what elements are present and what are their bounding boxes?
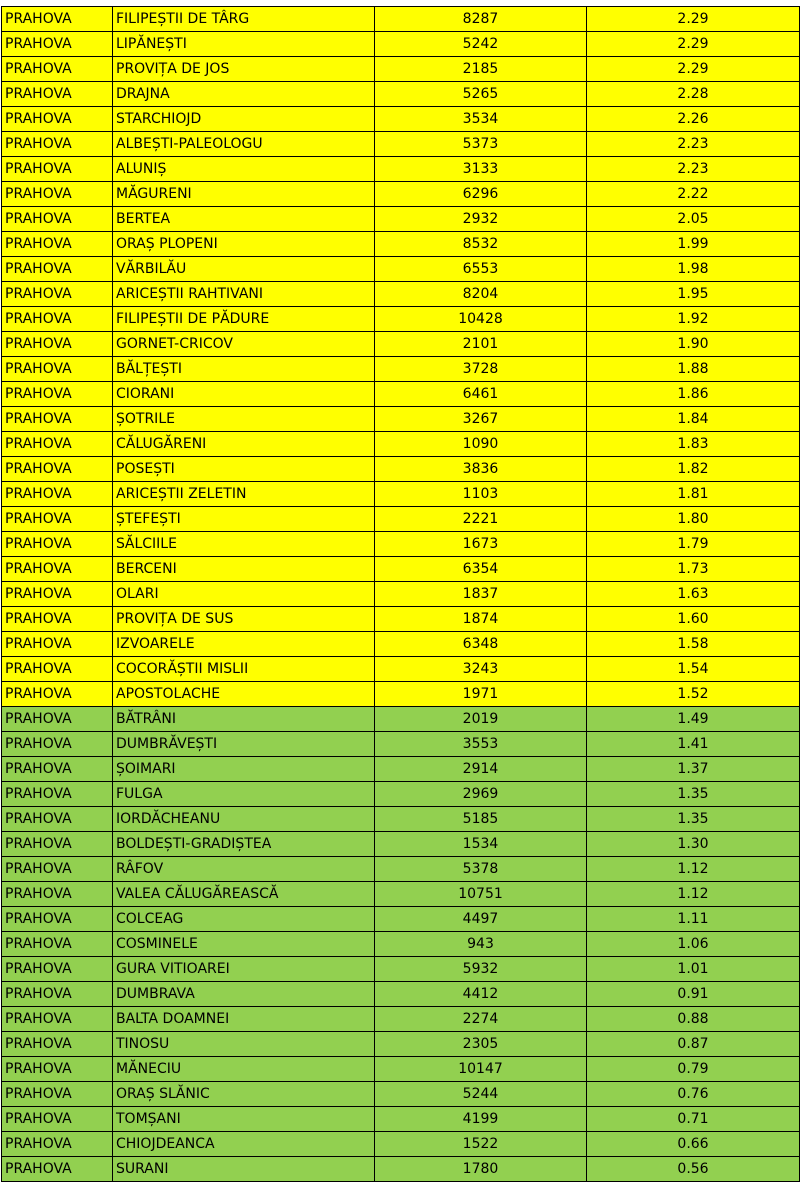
population-cell: 4199 [375, 1107, 587, 1132]
table-row [2, 282, 800, 307]
population-cell: 6348 [375, 632, 587, 657]
locality-cell: GURA VITIOAREI [113, 957, 375, 982]
county-cell: PRAHOVA [2, 857, 113, 882]
value-cell: 1.86 [587, 382, 800, 407]
county-cell: PRAHOVA [2, 1157, 113, 1182]
population-cell: 6553 [375, 257, 587, 282]
locality-cell: OLARI [113, 582, 375, 607]
population-cell: 5185 [375, 807, 587, 832]
value-cell: 0.66 [587, 1132, 800, 1157]
locality-cell: MĂGURENI [113, 182, 375, 207]
county-cell: PRAHOVA [2, 282, 113, 307]
county-cell: PRAHOVA [2, 832, 113, 857]
table-row [2, 982, 800, 1007]
value-cell: 0.91 [587, 982, 800, 1007]
locality-cell: STARCHIOJD [113, 107, 375, 132]
population-cell: 2185 [375, 57, 587, 82]
population-cell: 2019 [375, 707, 587, 732]
locality-cell: ȘOTRILE [113, 407, 375, 432]
locality-cell: GORNET-CRICOV [113, 332, 375, 357]
table-body [2, 7, 800, 1182]
table-row [2, 32, 800, 57]
table-row [2, 232, 800, 257]
table-row [2, 1032, 800, 1057]
locality-cell: FULGA [113, 782, 375, 807]
locality-cell: FILIPEȘTII DE TÂRG [113, 7, 375, 32]
population-cell: 3836 [375, 457, 587, 482]
county-cell: PRAHOVA [2, 882, 113, 907]
locality-cell: CĂLUGĂRENI [113, 432, 375, 457]
county-cell: PRAHOVA [2, 157, 113, 182]
county-cell: PRAHOVA [2, 1082, 113, 1107]
county-cell: PRAHOVA [2, 507, 113, 532]
value-cell: 1.35 [587, 807, 800, 832]
county-cell: PRAHOVA [2, 457, 113, 482]
population-cell: 6461 [375, 382, 587, 407]
table-row [2, 57, 800, 82]
population-cell: 10751 [375, 882, 587, 907]
population-cell: 5378 [375, 857, 587, 882]
value-cell: 1.73 [587, 557, 800, 582]
table-row [2, 657, 800, 682]
value-cell: 0.76 [587, 1082, 800, 1107]
population-cell: 1874 [375, 607, 587, 632]
value-cell: 1.83 [587, 432, 800, 457]
value-cell: 1.79 [587, 532, 800, 557]
value-cell: 0.56 [587, 1157, 800, 1182]
locality-cell: BERCENI [113, 557, 375, 582]
population-cell: 1673 [375, 532, 587, 557]
county-cell: PRAHOVA [2, 807, 113, 832]
value-cell: 1.84 [587, 407, 800, 432]
value-cell: 1.60 [587, 607, 800, 632]
population-cell: 5242 [375, 32, 587, 57]
population-cell: 3267 [375, 407, 587, 432]
value-cell: 1.80 [587, 507, 800, 532]
table-row [2, 1057, 800, 1082]
table-row [2, 332, 800, 357]
county-cell: PRAHOVA [2, 132, 113, 157]
value-cell: 0.88 [587, 1007, 800, 1032]
population-cell: 5373 [375, 132, 587, 157]
locality-cell: RÂFOV [113, 857, 375, 882]
locality-cell: SURANI [113, 1157, 375, 1182]
population-cell: 5932 [375, 957, 587, 982]
table-row [2, 607, 800, 632]
population-cell: 943 [375, 932, 587, 957]
population-cell: 3553 [375, 732, 587, 757]
table-row [2, 732, 800, 757]
county-cell: PRAHOVA [2, 407, 113, 432]
table-row [2, 1107, 800, 1132]
value-cell: 1.41 [587, 732, 800, 757]
table-row [2, 482, 800, 507]
table-row [2, 907, 800, 932]
locality-cell: BOLDEȘTI-GRADIȘTEA [113, 832, 375, 857]
value-cell: 1.11 [587, 907, 800, 932]
locality-cell: COLCEAG [113, 907, 375, 932]
table-row [2, 207, 800, 232]
locality-cell: DRAJNA [113, 82, 375, 107]
table-row [2, 782, 800, 807]
locality-cell: FILIPEȘTII DE PĂDURE [113, 307, 375, 332]
population-cell: 8532 [375, 232, 587, 257]
locality-cell: BĂLȚEȘTI [113, 357, 375, 382]
county-cell: PRAHOVA [2, 957, 113, 982]
value-cell: 2.28 [587, 82, 800, 107]
table-row [2, 957, 800, 982]
value-cell: 2.29 [587, 32, 800, 57]
locality-cell: BĂTRÂNI [113, 707, 375, 732]
table-row [2, 807, 800, 832]
county-cell: PRAHOVA [2, 382, 113, 407]
county-cell: PRAHOVA [2, 732, 113, 757]
locality-cell: LIPĂNEȘTI [113, 32, 375, 57]
value-cell: 1.95 [587, 282, 800, 307]
county-cell: PRAHOVA [2, 307, 113, 332]
table-row [2, 307, 800, 332]
county-cell: PRAHOVA [2, 682, 113, 707]
table-row [2, 132, 800, 157]
locality-cell: BALTA DOAMNEI [113, 1007, 375, 1032]
locality-cell: VĂRBILĂU [113, 257, 375, 282]
locality-cell: VALEA CĂLUGĂREASCĂ [113, 882, 375, 907]
table-row [2, 932, 800, 957]
population-cell: 3728 [375, 357, 587, 382]
population-cell: 10428 [375, 307, 587, 332]
population-cell: 8204 [375, 282, 587, 307]
table-row [2, 257, 800, 282]
locality-cell: CIORANI [113, 382, 375, 407]
locality-cell: ȘOIMARI [113, 757, 375, 782]
locality-cell: APOSTOLACHE [113, 682, 375, 707]
table-row [2, 582, 800, 607]
county-cell: PRAHOVA [2, 757, 113, 782]
value-cell: 1.81 [587, 482, 800, 507]
county-cell: PRAHOVA [2, 1132, 113, 1157]
county-cell: PRAHOVA [2, 432, 113, 457]
population-cell: 1971 [375, 682, 587, 707]
population-cell: 5244 [375, 1082, 587, 1107]
county-cell: PRAHOVA [2, 357, 113, 382]
value-cell: 0.79 [587, 1057, 800, 1082]
county-cell: PRAHOVA [2, 1107, 113, 1132]
county-cell: PRAHOVA [2, 57, 113, 82]
value-cell: 1.63 [587, 582, 800, 607]
locality-cell: PROVIȚA DE JOS [113, 57, 375, 82]
locality-cell: BERTEA [113, 207, 375, 232]
table-row [2, 682, 800, 707]
table-row [2, 7, 800, 32]
population-cell: 8287 [375, 7, 587, 32]
county-cell: PRAHOVA [2, 482, 113, 507]
locality-cell: TINOSU [113, 1032, 375, 1057]
locality-cell: COSMINELE [113, 932, 375, 957]
locality-cell: ALUNIȘ [113, 157, 375, 182]
county-cell: PRAHOVA [2, 182, 113, 207]
value-cell: 2.05 [587, 207, 800, 232]
value-cell: 2.29 [587, 57, 800, 82]
value-cell: 0.71 [587, 1107, 800, 1132]
table-row [2, 382, 800, 407]
county-cell: PRAHOVA [2, 1007, 113, 1032]
table-row [2, 182, 800, 207]
table-row [2, 832, 800, 857]
table-row [2, 532, 800, 557]
value-cell: 1.49 [587, 707, 800, 732]
table-row [2, 82, 800, 107]
locality-cell: IORDĂCHEANU [113, 807, 375, 832]
population-cell: 10147 [375, 1057, 587, 1082]
table-row [2, 1082, 800, 1107]
table-row [2, 407, 800, 432]
value-cell: 1.54 [587, 657, 800, 682]
population-cell: 1837 [375, 582, 587, 607]
population-cell: 6354 [375, 557, 587, 582]
locality-cell: PROVIȚA DE SUS [113, 607, 375, 632]
locality-cell: TOMȘANI [113, 1107, 375, 1132]
county-cell: PRAHOVA [2, 632, 113, 657]
county-cell: PRAHOVA [2, 582, 113, 607]
locality-cell: COCORĂȘTII MISLII [113, 657, 375, 682]
county-cell: PRAHOVA [2, 7, 113, 32]
county-cell: PRAHOVA [2, 1057, 113, 1082]
locality-cell: ARICEȘTII RAHTIVANI [113, 282, 375, 307]
population-cell: 6296 [375, 182, 587, 207]
population-cell: 3243 [375, 657, 587, 682]
locality-cell: DUMBRAVA [113, 982, 375, 1007]
county-cell: PRAHOVA [2, 1032, 113, 1057]
table-row [2, 432, 800, 457]
table-row [2, 1132, 800, 1157]
value-cell: 1.90 [587, 332, 800, 357]
population-cell: 4412 [375, 982, 587, 1007]
value-cell: 1.35 [587, 782, 800, 807]
table-row [2, 857, 800, 882]
county-cell: PRAHOVA [2, 982, 113, 1007]
locality-cell: IZVOARELE [113, 632, 375, 657]
value-cell: 1.82 [587, 457, 800, 482]
county-cell: PRAHOVA [2, 907, 113, 932]
table-row [2, 457, 800, 482]
value-cell: 1.12 [587, 882, 800, 907]
population-cell: 5265 [375, 82, 587, 107]
value-cell: 2.22 [587, 182, 800, 207]
value-cell: 2.23 [587, 157, 800, 182]
table-row [2, 357, 800, 382]
county-cell: PRAHOVA [2, 32, 113, 57]
value-cell: 1.99 [587, 232, 800, 257]
county-cell: PRAHOVA [2, 332, 113, 357]
table-row [2, 1157, 800, 1182]
county-cell: PRAHOVA [2, 207, 113, 232]
population-cell: 1090 [375, 432, 587, 457]
table-row [2, 707, 800, 732]
locality-cell: CHIOJDEANCA [113, 1132, 375, 1157]
population-cell: 2932 [375, 207, 587, 232]
population-cell: 1522 [375, 1132, 587, 1157]
population-cell: 2969 [375, 782, 587, 807]
data-table [1, 6, 800, 1182]
value-cell: 1.92 [587, 307, 800, 332]
table-row [2, 507, 800, 532]
county-cell: PRAHOVA [2, 607, 113, 632]
population-cell: 3534 [375, 107, 587, 132]
value-cell: 0.87 [587, 1032, 800, 1057]
table-row [2, 757, 800, 782]
population-cell: 1534 [375, 832, 587, 857]
population-cell: 3133 [375, 157, 587, 182]
table-row [2, 107, 800, 132]
county-cell: PRAHOVA [2, 557, 113, 582]
population-cell: 2221 [375, 507, 587, 532]
county-cell: PRAHOVA [2, 232, 113, 257]
table-row [2, 1007, 800, 1032]
value-cell: 1.37 [587, 757, 800, 782]
county-cell: PRAHOVA [2, 257, 113, 282]
population-cell: 2274 [375, 1007, 587, 1032]
locality-cell: ALBEȘTI-PALEOLOGU [113, 132, 375, 157]
population-cell: 4497 [375, 907, 587, 932]
locality-cell: ȘTEFEȘTI [113, 507, 375, 532]
population-cell: 1103 [375, 482, 587, 507]
county-cell: PRAHOVA [2, 932, 113, 957]
table-row [2, 157, 800, 182]
value-cell: 1.58 [587, 632, 800, 657]
county-cell: PRAHOVA [2, 657, 113, 682]
table-row [2, 557, 800, 582]
population-cell: 2914 [375, 757, 587, 782]
county-cell: PRAHOVA [2, 82, 113, 107]
population-cell: 2305 [375, 1032, 587, 1057]
value-cell: 1.06 [587, 932, 800, 957]
table-row [2, 882, 800, 907]
table-row [2, 632, 800, 657]
county-cell: PRAHOVA [2, 782, 113, 807]
value-cell: 2.26 [587, 107, 800, 132]
value-cell: 1.01 [587, 957, 800, 982]
value-cell: 1.30 [587, 832, 800, 857]
county-cell: PRAHOVA [2, 532, 113, 557]
value-cell: 2.23 [587, 132, 800, 157]
county-cell: PRAHOVA [2, 707, 113, 732]
value-cell: 2.29 [587, 7, 800, 32]
locality-cell: ORAȘ SLĂNIC [113, 1082, 375, 1107]
population-cell: 2101 [375, 332, 587, 357]
locality-cell: ARICEȘTII ZELETIN [113, 482, 375, 507]
locality-cell: DUMBRĂVEȘTI [113, 732, 375, 757]
value-cell: 1.98 [587, 257, 800, 282]
locality-cell: SĂLCIILE [113, 532, 375, 557]
county-cell: PRAHOVA [2, 107, 113, 132]
value-cell: 1.52 [587, 682, 800, 707]
locality-cell: MĂNECIU [113, 1057, 375, 1082]
population-cell: 1780 [375, 1157, 587, 1182]
value-cell: 1.88 [587, 357, 800, 382]
locality-cell: ORAȘ PLOPENI [113, 232, 375, 257]
value-cell: 1.12 [587, 857, 800, 882]
locality-cell: POSEȘTI [113, 457, 375, 482]
